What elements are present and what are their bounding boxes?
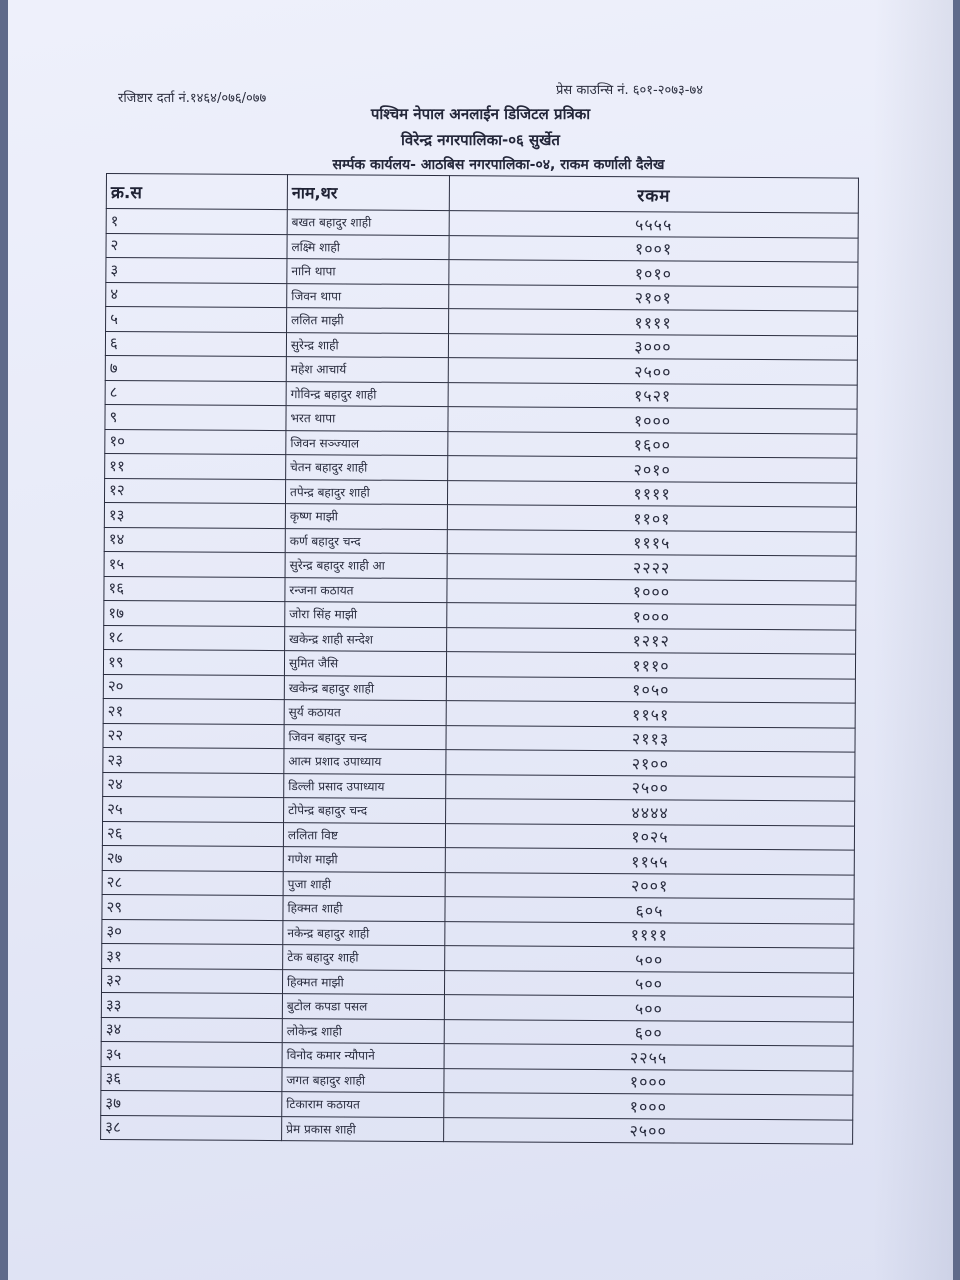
row-serial: ३१ xyxy=(102,943,283,969)
row-amount: २००१ xyxy=(445,872,854,899)
row-name: नकेन्द्र बहादुर शाही xyxy=(283,920,445,945)
row-amount: १००१ xyxy=(449,235,858,262)
row-serial: १९ xyxy=(103,649,284,675)
page-shadow xyxy=(873,0,953,1280)
row-name: जोरा सिंह माझी xyxy=(285,602,447,627)
row-name: ललित माझी xyxy=(287,308,449,333)
row-serial: २२ xyxy=(103,723,284,749)
row-name: लोकेन्द्र शाही xyxy=(282,1018,444,1043)
row-serial: २६ xyxy=(102,821,283,847)
row-name: कर्ण बहादुर चन्द xyxy=(285,528,447,553)
row-amount: २१०१ xyxy=(449,284,858,311)
row-name: गोविन्द्र बहादुर शाही xyxy=(286,381,448,406)
row-name: रन्जना कठायत xyxy=(285,577,447,602)
row-serial: १८ xyxy=(104,625,285,651)
row-serial: १४ xyxy=(104,527,285,553)
table-row xyxy=(101,1115,853,1144)
row-amount: २०१० xyxy=(448,456,857,483)
row-amount: १००० xyxy=(444,1068,853,1095)
row-name: भरत थापा xyxy=(286,406,448,431)
row-serial: १३ xyxy=(104,502,285,528)
row-serial: २ xyxy=(106,233,287,259)
header-amount: रकम xyxy=(449,176,858,213)
row-amount: १००० xyxy=(448,407,857,434)
row-amount: १००० xyxy=(447,578,856,605)
row-serial: ३८ xyxy=(101,1115,282,1141)
row-name: नानि थापा xyxy=(287,259,449,284)
row-serial: २७ xyxy=(102,845,283,871)
row-name: सुर्य कठायत xyxy=(284,700,446,725)
contact-office: सर्म्पक कार्यलय- आठबिस नगरपालिका-०४, राकम कर्णाली दैलेख xyxy=(332,157,665,173)
row-serial: ३० xyxy=(102,919,283,945)
header-serial: क्र.स xyxy=(106,174,287,210)
row-name: जिवन थापा xyxy=(287,283,449,308)
row-serial: ८ xyxy=(105,380,286,406)
row-amount: ५५५५ xyxy=(449,211,858,238)
row-name: हिक्मत माझी xyxy=(282,969,444,994)
row-amount: १००० xyxy=(444,1093,853,1120)
row-amount: २५०० xyxy=(446,774,855,801)
row-serial: ३५ xyxy=(101,1041,282,1067)
row-name: टेक बहादुर शाही xyxy=(283,945,445,970)
row-serial: ३२ xyxy=(101,968,282,994)
row-amount: २१०० xyxy=(446,750,855,777)
row-name: कृष्ण माझी xyxy=(285,504,447,529)
row-amount: १११५ xyxy=(447,529,856,556)
row-serial: ३६ xyxy=(101,1066,282,1092)
row-name: बखत बहादुर शाही xyxy=(287,210,449,235)
row-amount: ११५५ xyxy=(445,848,854,875)
row-name: चेतन बहादुर शाही xyxy=(286,455,448,480)
table-header-row xyxy=(106,174,858,214)
row-name: महेश आचार्य xyxy=(286,357,448,382)
row-amount: ६०५ xyxy=(445,897,854,924)
document-page xyxy=(8,0,953,1280)
row-serial: ७ xyxy=(105,355,286,381)
row-serial: ६ xyxy=(105,331,286,357)
row-serial: २५ xyxy=(103,796,284,822)
row-name: पुजा शाही xyxy=(283,871,445,896)
row-name: ललिता विष्ट xyxy=(283,822,445,847)
row-name: बुटोल कपडा पसल xyxy=(282,994,444,1019)
row-amount: ११११ xyxy=(445,921,854,948)
row-name: जिवन बहादुर चन्द xyxy=(284,724,446,749)
row-serial: १ xyxy=(106,209,287,235)
row-name: आत्म प्रशाद उपाध्याय xyxy=(284,749,446,774)
row-name: सुरेन्द्र बहादुर शाही आ xyxy=(285,553,447,578)
row-amount: ११११ xyxy=(449,309,858,336)
row-amount: २२२२ xyxy=(447,554,856,581)
row-name: सुरेन्द्र शाही xyxy=(286,332,448,357)
header-name: नाम,थर xyxy=(287,175,449,211)
row-name: लक्ष्मि शाही xyxy=(287,234,449,259)
row-amount: ५०० xyxy=(444,995,853,1022)
row-name: प्रेम प्रकास शाही xyxy=(282,1116,444,1141)
row-serial: ५ xyxy=(106,307,287,333)
row-serial: २८ xyxy=(102,870,283,896)
row-name: टिकाराम कठायत xyxy=(282,1092,444,1117)
row-amount: २५०० xyxy=(448,358,857,385)
row-amount: ११५१ xyxy=(446,701,855,728)
row-serial: १५ xyxy=(104,551,285,577)
row-name: जिवन सञ्ज्याल xyxy=(286,430,448,455)
table-body xyxy=(101,209,859,1145)
row-name: डिल्ली प्रसाद उपाध्याय xyxy=(284,773,446,798)
row-serial: ९ xyxy=(105,404,286,430)
row-amount: २५०० xyxy=(444,1117,853,1144)
row-serial: २४ xyxy=(103,772,284,798)
row-serial: ११ xyxy=(105,453,286,479)
row-amount: १५२१ xyxy=(448,382,857,409)
row-serial: १७ xyxy=(104,600,285,626)
row-amount: १०५० xyxy=(446,676,855,703)
donation-table xyxy=(100,173,859,1145)
row-amount: २११३ xyxy=(446,725,855,752)
row-amount: १०१० xyxy=(449,260,858,287)
registration-number: रजिष्टार दर्ता नं.१४६४/०७६/०७७ xyxy=(118,91,267,106)
row-serial: २१ xyxy=(103,698,284,724)
row-amount: १००० xyxy=(447,603,856,630)
row-amount: ५०० xyxy=(444,970,853,997)
row-name: खकेन्द्र बहादुर शाही xyxy=(284,675,446,700)
row-amount: १६०० xyxy=(448,431,857,458)
row-amount: ११०१ xyxy=(447,505,856,532)
row-amount: ४४४४ xyxy=(446,799,855,826)
row-serial: १२ xyxy=(104,478,285,504)
row-serial: २३ xyxy=(103,747,284,773)
publication-title: पश्चिम नेपाल अनलाईन डिजिटल प्रत्रिका xyxy=(370,105,591,123)
row-serial: ३४ xyxy=(101,1017,282,1043)
row-serial: १० xyxy=(105,429,286,455)
row-name: खकेन्द्र शाही सन्देश xyxy=(285,626,447,651)
row-name: गणेश माझी xyxy=(283,847,445,872)
row-amount: २२५५ xyxy=(444,1044,853,1071)
row-amount: १०२५ xyxy=(445,823,854,850)
row-amount: ११११ xyxy=(447,480,856,507)
row-serial: ३३ xyxy=(101,992,282,1018)
row-serial: ३७ xyxy=(101,1090,282,1116)
row-serial: १६ xyxy=(104,576,285,602)
row-serial: २० xyxy=(103,674,284,700)
press-council-number: प्रेस काउन्सि नं. ६०१-२०७३-७४ xyxy=(556,83,703,98)
row-serial: २९ xyxy=(102,894,283,920)
row-name: हिक्मत शाही xyxy=(283,896,445,921)
row-amount: ५०० xyxy=(445,946,854,973)
row-amount: १२१२ xyxy=(447,627,856,654)
row-serial: ४ xyxy=(106,282,287,308)
row-name: जगत बहादुर शाही xyxy=(282,1067,444,1092)
row-name: सुमित जैसि xyxy=(284,651,446,676)
row-amount: १११० xyxy=(446,652,855,679)
row-name: तपेन्द्र बहादुर शाही xyxy=(285,479,447,504)
row-name: विनोद कमार न्यौपाने xyxy=(282,1043,444,1068)
row-amount: ६०० xyxy=(444,1019,853,1046)
publication-address: विरेन्द्र नगरपालिका-०६ सुर्खेत xyxy=(401,131,560,149)
row-amount: ३००० xyxy=(448,333,857,360)
row-name: टोपेन्द्र बहादुर चन्द xyxy=(284,798,446,823)
row-serial: ३ xyxy=(106,258,287,284)
